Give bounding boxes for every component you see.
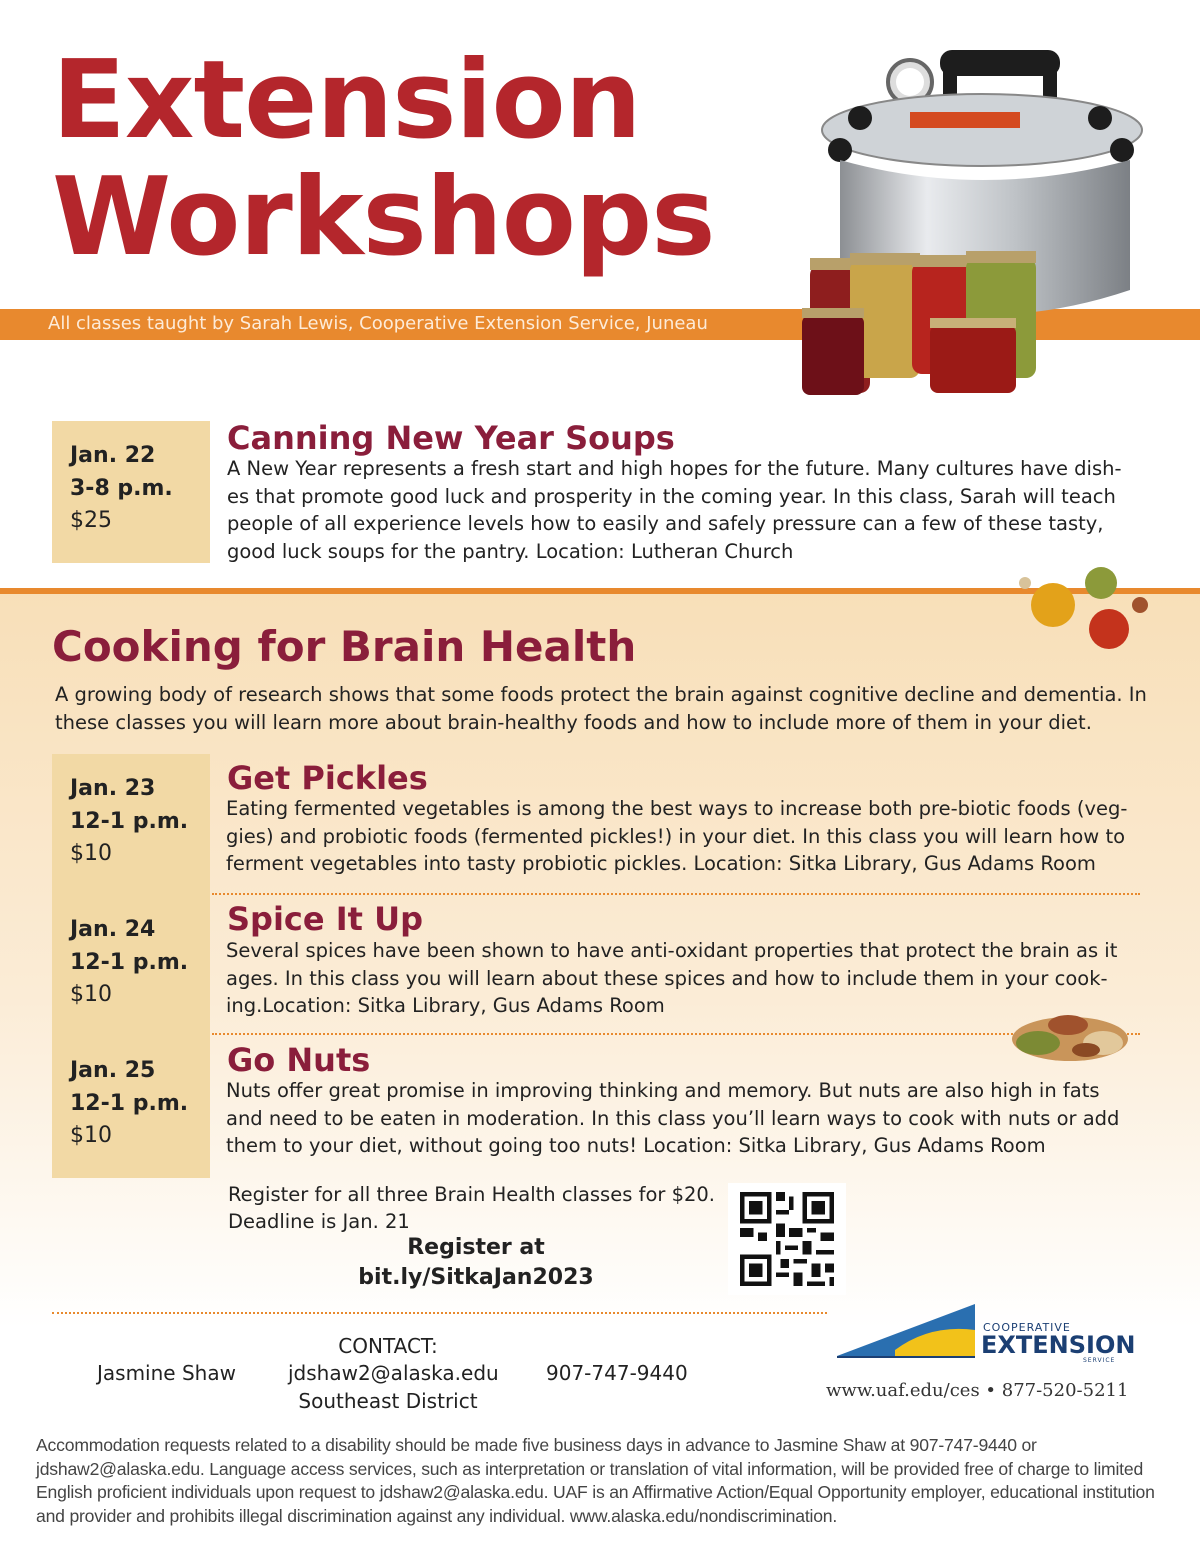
canning-time: 3-8 p.m. bbox=[70, 476, 173, 501]
canning-title: Canning New Year Soups bbox=[227, 419, 675, 457]
canning-description: A New Year represents a fresh start and high hopes for the future. Many cultures have dish-es that promote good luck and prosperity in the coming year. In this class, Sarah will teach people of all experience levels how to easily and safely pressure can a few of these tasty, good luck soups for the pantry. Location: Lutheran Church bbox=[227, 457, 1122, 563]
contact-phone[interactable]: 907-747-9440 bbox=[546, 1361, 688, 1385]
class-title-spice-it-up: Spice It Up bbox=[227, 900, 423, 938]
class-description-go-nuts: Nuts offer great promise in improving thinking and memory. But nuts are also high in fats and need to be eaten in moderation. In this class you’ll learn ways to cook with nuts or add them to your diet, without going too nuts! Location: Sitka Library, Gus Adams Room bbox=[226, 1079, 1120, 1157]
class-dates-2 bbox=[70, 913, 188, 1010]
spice-bowls-icon bbox=[1005, 565, 1165, 655]
pressure-canner-icon bbox=[800, 40, 1150, 400]
logo-cooperative: COOPERATIVE bbox=[983, 1321, 1071, 1334]
register-note-line1: Register for all three Brain Health classes for $20. bbox=[228, 1183, 716, 1206]
register-at-label: Register at bbox=[407, 1235, 545, 1260]
logo-service: SERVICE bbox=[1083, 1357, 1116, 1364]
class-time: 12-1 p.m. bbox=[70, 1091, 189, 1116]
contact-divider bbox=[52, 1312, 827, 1314]
title-workshops: Workshops bbox=[52, 155, 715, 280]
canning-price: $25 bbox=[70, 508, 112, 533]
brain-health-title: Cooking for Brain Health bbox=[52, 622, 637, 671]
class-dates-3 bbox=[70, 1054, 188, 1151]
logo-extension: EXTENSION bbox=[981, 1331, 1136, 1359]
contact-name: Jasmine Shaw bbox=[97, 1361, 236, 1385]
canning-date: Jan. 22 bbox=[70, 443, 156, 468]
class-price: $10 bbox=[70, 982, 112, 1007]
class-date: Jan. 24 bbox=[70, 917, 156, 942]
instructor-text: All classes taught by Sarah Lewis, Cooperative Extension Service, Juneau bbox=[48, 313, 708, 334]
logo-web-contact[interactable]: www.uaf.edu/ces • 877-520-5211 bbox=[826, 1380, 1129, 1401]
register-note bbox=[228, 1181, 715, 1235]
brain-health-intro: A growing body of research shows that some foods protect the brain against cognitive decline and dementia. In these classes you will learn more about brain-healthy foods and how to include more of them in your diet. bbox=[55, 683, 1147, 734]
class-time: 12-1 p.m. bbox=[70, 950, 189, 975]
class-description-spice-it-up: Several spices have been shown to have anti-oxidant properties that protect the brain as it ages. In this class you will learn about these spices and how to include them in your cook-ing.Location: Sitka Library, Gus Adams Room bbox=[226, 939, 1118, 1017]
class-price: $10 bbox=[70, 841, 112, 866]
register-link[interactable] bbox=[300, 1233, 652, 1293]
canning-datebox bbox=[52, 421, 210, 563]
nuts-icon bbox=[1008, 1005, 1133, 1065]
class-time: 12-1 p.m. bbox=[70, 809, 189, 834]
contact-email[interactable]: jdshaw2@alaska.edu bbox=[288, 1361, 499, 1385]
class-date: Jan. 23 bbox=[70, 776, 156, 801]
qr-code-icon[interactable] bbox=[728, 1183, 846, 1295]
contact-district: Southeast District bbox=[298, 1389, 478, 1413]
class-price: $10 bbox=[70, 1123, 112, 1148]
title-extension: Extension bbox=[52, 38, 641, 163]
class-title-get-pickles: Get Pickles bbox=[227, 759, 428, 797]
class-date: Jan. 25 bbox=[70, 1058, 156, 1083]
class-title-go-nuts: Go Nuts bbox=[227, 1041, 371, 1079]
register-note-line2: Deadline is Jan. 21 bbox=[228, 1210, 410, 1233]
nondiscrimination-footer: Accommodation requests related to a disability should be made five business days in advance to Jasmine Shaw at 907-747-9440 or jdshaw2@alaska.edu. Language access services, such as interpretation or translation of vital information, will be provided free of charge to limited English proficient individuals upon request to jdshaw2@alaska.edu. UAF is an Affirmative Action/Equal Opportunity employer, educational institution and provider and prohibits illegal discrimination against any individual. www.alaska.edu/nondiscrimination. bbox=[36, 1435, 1155, 1526]
contact-label: CONTACT: bbox=[338, 1334, 438, 1358]
dotted-divider bbox=[212, 1033, 1140, 1035]
class-description-get-pickles: Eating fermented vegetables is among the best ways to increase both pre-biotic foods (veg-gies) and probiotic foods (fermented pickles!) in your diet. In this class you will learn how to ferment vegetables into tasty probiotic pickles. Location: Sitka Library, Gus Adams Room bbox=[226, 797, 1128, 875]
class-dates-1 bbox=[70, 772, 188, 869]
register-url[interactable]: bit.ly/SitkaJan2023 bbox=[358, 1265, 594, 1290]
dotted-divider bbox=[212, 893, 1140, 895]
